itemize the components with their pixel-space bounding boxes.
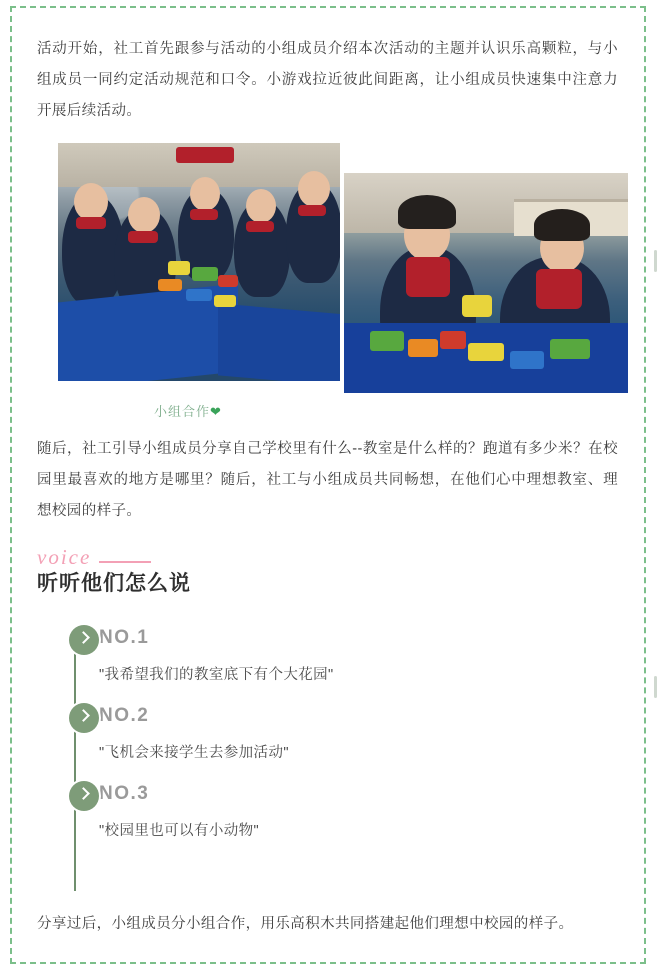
heart-icon: ❤ — [210, 404, 222, 419]
photo-lego-yellow-2 — [214, 295, 236, 307]
photo-lego-green — [192, 267, 218, 281]
photo-face-1 — [74, 183, 108, 221]
photo-student-left-vest — [406, 257, 450, 297]
voice-section-header — [28, 545, 628, 597]
photo-block-yellow-2 — [462, 295, 492, 317]
photo-lego-yellow — [168, 261, 190, 275]
quote-number: NO.3 — [99, 783, 150, 804]
list-item — [37, 779, 628, 857]
photo-face-5 — [298, 171, 330, 207]
photo-caption-text: 小组合作 — [154, 404, 211, 419]
photo-student-right-hair — [534, 209, 590, 241]
list-item — [37, 701, 628, 779]
photo-student-right-vest — [536, 269, 582, 309]
photo-block-yellow — [468, 343, 504, 361]
chevron-right-icon — [69, 625, 99, 655]
quote-text: "飞机会来接学生去参加活动" — [99, 745, 289, 761]
paragraph-conclusion: 分享过后，小组成员分小组合作，用乐高积木共同搭建起他们理想中校园的样子。 — [37, 916, 574, 932]
photo-collar-1 — [76, 217, 106, 229]
photo-banner-red — [176, 147, 234, 163]
photo-caption — [28, 401, 338, 420]
photo-collar-5 — [298, 205, 326, 216]
photo-block-blue — [510, 351, 544, 369]
chevron-right-icon — [69, 703, 99, 733]
photo-face-3 — [190, 177, 220, 211]
photo-student-left-hair — [398, 195, 456, 229]
quote-timeline — [28, 623, 628, 903]
photo-lego-orange — [158, 279, 182, 291]
photo-collar-4 — [246, 221, 274, 232]
chevron-right-icon — [69, 781, 99, 811]
article-content — [28, 20, 628, 950]
voice-title: 听听他们怎么说 — [37, 572, 191, 595]
photo-face-4 — [246, 189, 276, 223]
quote-number: NO.1 — [99, 627, 150, 648]
photo-gallery — [28, 143, 628, 393]
quote-text: "我希望我们的教室底下有个大花园" — [99, 667, 334, 683]
photo-lego-red — [218, 275, 238, 287]
paragraph-activity-intro: 活动开始，社工首先跟参与活动的小组成员介绍本次活动的主题并认识乐高颗粒，与小组成员一同约定活动规范和口令。小游戏拉近彼此间距离，让小组成员快速集中注意力开展后续活动。 — [37, 41, 618, 119]
photo-group-building-lego[interactable] — [58, 143, 340, 381]
photo-block-green-2 — [550, 339, 590, 359]
voice-eyebrow: voice — [37, 545, 151, 570]
quote-text: "校园里也可以有小动物" — [99, 823, 260, 839]
photo-block-green — [370, 331, 404, 351]
photo-two-students-lego[interactable] — [344, 173, 628, 393]
paragraph-sharing: 随后，社工引导小组成员分享自己学校里有什么--教室是什么样的？跑道有多少米？在校园里最喜欢的地方是哪里？随后，社工与小组成员共同畅想，在他们心中理想教室、理想校园的样子。 — [37, 441, 618, 519]
photo-collar-3 — [190, 209, 218, 220]
photo-collar-2 — [128, 231, 158, 243]
photo-face-2 — [128, 197, 160, 233]
photo-block-orange — [408, 339, 438, 357]
quote-number: NO.2 — [99, 705, 150, 726]
photo-block-red — [440, 331, 466, 349]
list-item — [37, 623, 628, 701]
photo-lego-blue — [186, 289, 212, 301]
photo-table-2 — [218, 303, 340, 381]
